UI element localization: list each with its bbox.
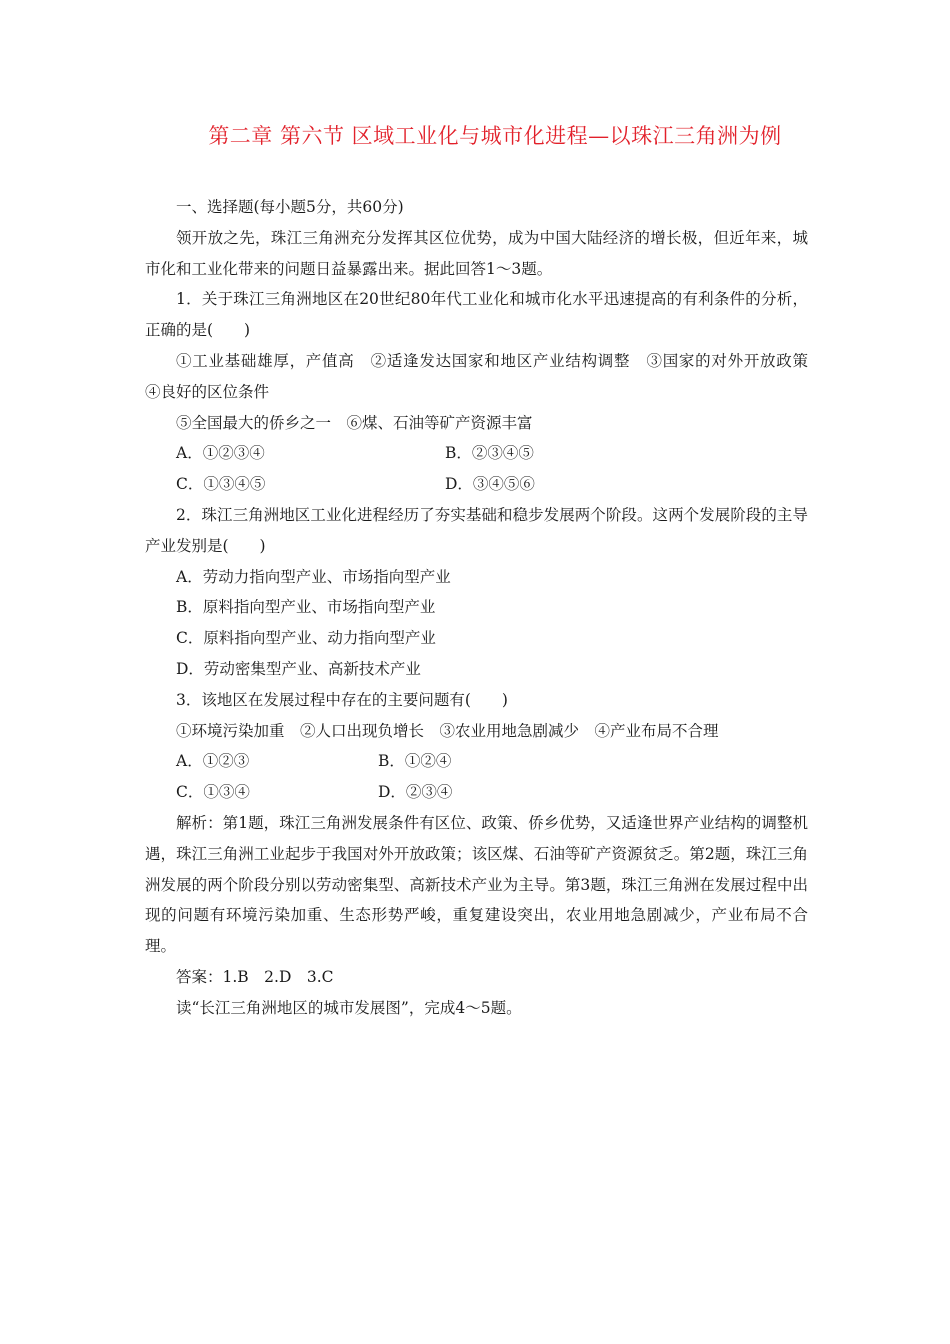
question-3-option-b: B．①②④ [378, 752, 452, 771]
question-2-stem: 2．珠江三角洲地区工业化进程经历了夯实基础和稳步发展两个阶段。这两个发展阶段的主导产业发别是( ) [145, 505, 808, 555]
question-1-option-a: A．①②③④ [176, 444, 265, 463]
question-1-options-row-1 [145, 438, 808, 469]
question-2-option-b: B．原料指向型产业、市场指向型产业 [176, 598, 436, 617]
question-3-stem: 3．该地区在发展过程中存在的主要问题有( ) [176, 690, 508, 709]
question-3-options-row-2 [145, 777, 808, 808]
intro-paragraph: 领开放之先，珠江三角洲充分发挥其区位优势，成为中国大陆经济的增长极，但近年来，城市化和工业化带来的问题日益暴露出来。据此回答1～3题。 [145, 228, 808, 278]
question-3-option-a: A．①②③ [176, 752, 250, 771]
question-1-option-c: C．①③④⑤ [176, 475, 266, 494]
answer-line: 答案：1.B 2.D 3.C [176, 967, 334, 986]
question-3-option-c: C．①③④ [176, 783, 250, 802]
next-questions-prompt: 读“长江三角洲地区的城市发展图”，完成4～5题。 [176, 998, 522, 1017]
question-1-option-b: B．②③④⑤ [445, 444, 534, 463]
question-3-items: ①环境污染加重 ②人口出现负增长 ③农业用地急剧减少 ④产业布局不合理 [176, 721, 719, 740]
question-1-option-d: D．③④⑤⑥ [445, 475, 535, 494]
question-1-items-a: ①工业基础雄厚，产值高 ②适逢发达国家和地区产业结构调整 ③国家的对外开放政策 ④良好的区位条件 [145, 351, 824, 401]
question-2-option-a: A．劳动力指向型产业、市场指向型产业 [176, 567, 451, 586]
question-3-options-row-1 [145, 746, 808, 777]
section-heading: 一、选择题(每小题5分，共60分) [176, 198, 404, 216]
document-title: 第二章 第六节 区域工业化与城市化进程—以珠江三角洲为例 [208, 124, 782, 148]
question-1-stem: 1．关于珠江三角洲地区在20世纪80年代工业化和城市化水平迅速提高的有利条件的分析，正确的是( ) [145, 290, 808, 340]
question-2-option-d: D．劳动密集型产业、高新技术产业 [176, 659, 421, 678]
document-body [145, 192, 824, 1024]
question-2-option-c: C．原料指向型产业、动力指向型产业 [176, 629, 436, 648]
question-1-options-row-2 [145, 469, 808, 500]
question-1-items-b: ⑤全国最大的侨乡之一 ⑥煤、石油等矿产资源丰富 [176, 413, 533, 432]
question-3-option-d: D．②③④ [378, 783, 453, 802]
analysis-paragraph: 解析：第1题，珠江三角洲发展条件有区位、政策、侨乡优势，又适逢世界产业结构的调整机遇，珠江三角洲工业起步于我国对外开放政策；该区煤、石油等矿产资源贫乏。第2题，珠江三角洲发展的两个阶段分别以劳动密集型、高新技术产业为主导。第3题，珠江三角洲在发展过程中出现的问题有环境污染加重、生态形势严峻，重复建设突出，农业用地急剧减少，产业布局不合理。 [145, 813, 808, 956]
